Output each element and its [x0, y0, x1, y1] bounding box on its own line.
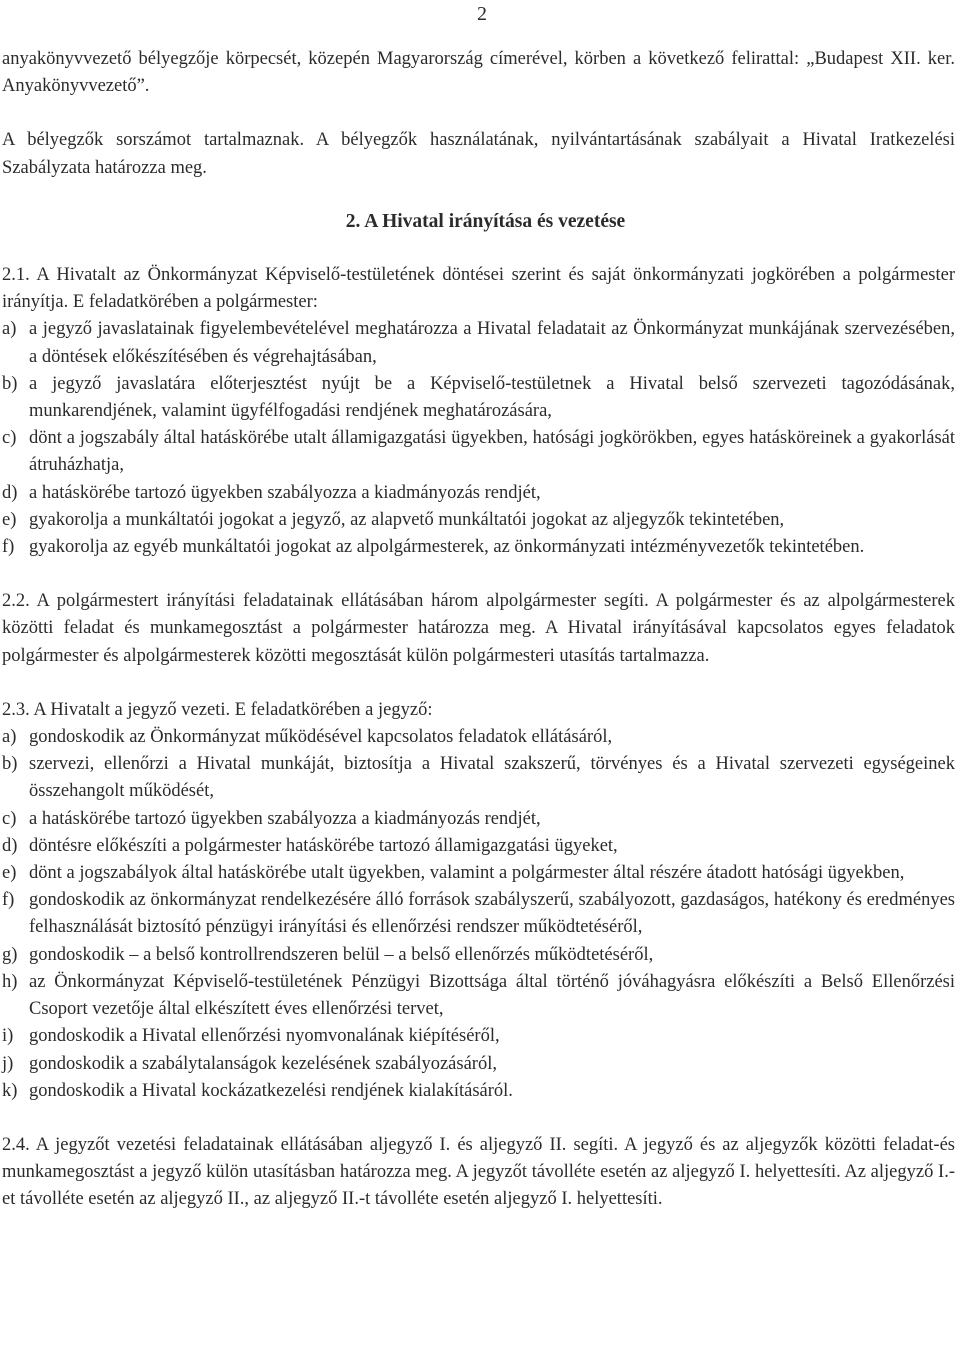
list-item-label: k) [2, 1080, 18, 1101]
list-item-label: d) [2, 835, 18, 856]
list-item-text: gondoskodik az önkormányzat rendelkezésére álló források szabályszerű, szabályozott, gazdaságos, hatékony és eredményes felhasználását biztosító pénzügyi irányítási és ellenőrzési rendszer működtetéséről, [29, 890, 955, 938]
list-item-label: h) [2, 971, 18, 992]
list-item-label: j) [2, 1053, 14, 1074]
list-item [2, 1078, 955, 1105]
list-item [2, 969, 955, 1023]
list-item-text: gondoskodik a szabálytalanságok kezelésének szabályozásáról, [29, 1053, 497, 1074]
section-2-3-list [2, 724, 955, 1105]
list-item [2, 1023, 955, 1050]
list-item-label: f) [2, 890, 15, 911]
section-2-4-paragraph: 2.4. A jegyzőt vezetési feladatainak ellátásában aljegyző I. és aljegyző II. segíti. A jegyző és az aljegyzők közötti feladat-és munkamegosztást a jegyző külön utasításban határozza meg. A jegyzőt távolléte esetén az aljegyző I. helyettesíti. Az aljegyző I.-et távolléte esetén az aljegyző II., az aljegyző II.-t távolléte esetén aljegyző I. helyettesíti. [2, 1134, 955, 1210]
list-item-label: c) [2, 428, 17, 449]
section-2-1-list [2, 316, 955, 561]
list-item-text: döntésre előkészíti a polgármester hatáskörébe tartozó államigazgatási ügyeket, [29, 835, 618, 856]
list-item-text: dönt a jogszabályok által hatáskörébe utalt ügyekben, valamint a polgármester által részére átadott hatósági ügyekben, [29, 863, 905, 884]
section-heading: 2. A Hivatal irányítása és vezetése [345, 210, 626, 232]
list-item-label: d) [2, 482, 18, 503]
list-item-text: a jegyző javaslatára előterjesztést nyújt be a Képviselő-testületnek a Hivatal belső szervezeti tagozódásának, munkarendjének, valamint ügyfélfogadási rendjének meghatározására, [29, 373, 955, 422]
list-item-text: gondoskodik – a belső kontrollrendszeren belül – a belső ellenőrzés működtetéséről, [29, 944, 654, 965]
list-item [2, 507, 955, 534]
section-2-3-intro: 2.3. A Hivatalt a jegyző vezeti. E feladatkörében a jegyző: [2, 699, 433, 720]
list-item-text: a hatáskörébe tartozó ügyekben szabályozza a kiadmányozás rendjét, [29, 808, 541, 829]
list-item-label: a) [2, 319, 17, 340]
list-item-label: b) [2, 373, 18, 394]
list-item-label: a) [2, 727, 17, 748]
list-item-label: f) [2, 537, 15, 558]
list-item [2, 806, 955, 833]
list-item-text: a hatáskörébe tartozó ügyekben szabályozza a kiadmányozás rendjét, [29, 482, 541, 503]
list-item [2, 887, 955, 941]
list-item [2, 316, 955, 370]
intro-paragraph-stamp: anyakönyvvezető bélyegzője körpecsét, közepén Magyarország címerével, körben a következő felirattal: „Budapest XII. ker. Anyakönyvvezető”. [2, 49, 955, 97]
section-2-2-paragraph: 2.2. A polgármestert irányítási feladatainak ellátásában három alpolgármester segíti. A polgármester és az alpolgármesterek közötti feladat és munkamegosztást a polgármester határozza meg. A Hivatal irányításával kapcsolatos egyes feladatok polgármester és alpolgármesterek közötti megosztását külön polgármesteri utasítás tartalmazza. [2, 591, 955, 666]
list-item [2, 724, 955, 751]
section-2-1-intro: 2.1. A Hivatalt az Önkormányzat Képviselő-testületének döntései szerint és saját önkormányzati jogkörében a polgármester irányítja. E feladatkörében a polgármester: [2, 265, 955, 313]
intro-paragraph-numbering: A bélyegzők sorszámot tartalmaznak. A bélyegzők használatának, nyilvántartásának szabályait a Hivatal Iratkezelési Szabályzata határozza meg. [2, 130, 955, 178]
list-item [2, 1051, 955, 1078]
list-item-label: c) [2, 808, 17, 829]
list-item-text: gyakorolja az egyéb munkáltatói jogokat az alpolgármesterek, az önkormányzati intézményvezetők tekintetében. [29, 537, 865, 558]
list-item-label: e) [2, 863, 17, 884]
page-number: 2 [477, 3, 487, 25]
list-item [2, 833, 955, 860]
list-item [2, 371, 955, 425]
list-item-text: szervezi, ellenőrzi a Hivatal munkáját, biztosítja a Hivatal szakszerű, törvényes és a Hivatal szervezeti egységeinek összehangolt működését, [29, 754, 955, 802]
list-item [2, 534, 955, 561]
list-item-text: gondoskodik a Hivatal kockázatkezelési rendjének kialakításáról. [29, 1080, 513, 1101]
list-item [2, 942, 955, 969]
list-item [2, 751, 955, 805]
list-item-text: gondoskodik az Önkormányzat működésével kapcsolatos feladatok ellátásáról, [29, 727, 613, 748]
list-item-label: e) [2, 509, 17, 530]
list-item-text: gondoskodik a Hivatal ellenőrzési nyomvonalának kiépítéséről, [29, 1026, 500, 1047]
list-item-text: gyakorolja a munkáltatói jogokat a jegyző, az alapvető munkáltatói jogokat az aljegyzők tekintetében, [29, 509, 785, 530]
document-body [2, 46, 955, 1214]
list-item-text: a jegyző javaslatainak figyelembevételével meghatározza a Hivatal feladatait az Önkormányzat munkájának szervezésében, a döntések előkészítésében és végrehajtásában, [29, 319, 955, 367]
list-item [2, 860, 955, 887]
list-item-label: g) [2, 944, 18, 965]
list-item-text: dönt a jogszabály által hatáskörébe utalt államigazgatási ügyekben, hatósági jogkörökben, egyes hatásköreinek a gyakorlását átruházhatja, [29, 428, 955, 476]
list-item [2, 480, 955, 507]
list-item [2, 425, 955, 479]
list-item-label: b) [2, 754, 18, 775]
list-item-text: az Önkormányzat Képviselő-testületének Pénzügyi Bizottsága által történő jóváhagyásra előkészíti a Belső Ellenőrzési Csoport vezetője által elkészített éves ellenőrzési tervet, [29, 971, 955, 1020]
list-item-label: i) [2, 1026, 14, 1047]
